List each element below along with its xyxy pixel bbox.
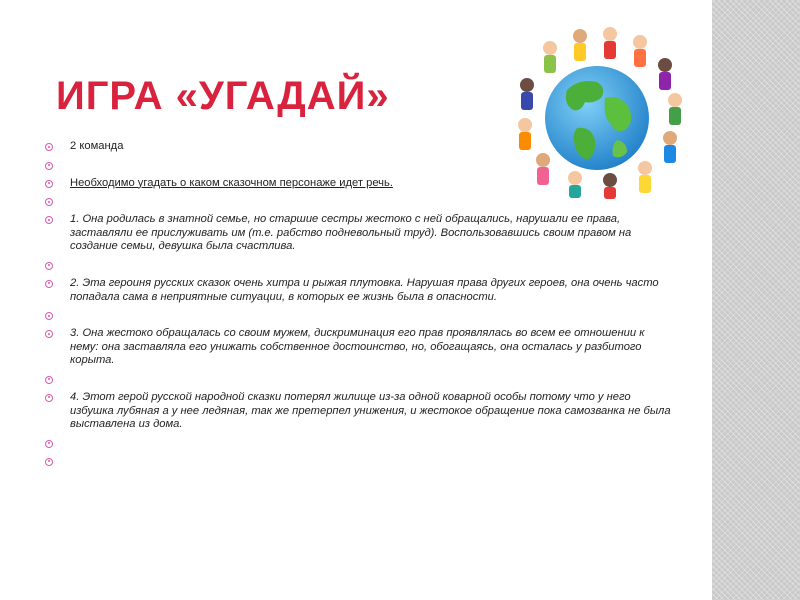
list-item [45, 373, 675, 391]
slide-title: ИГРА «УГАДАЙ» [56, 74, 390, 118]
bullet-icon [45, 198, 53, 206]
bullet-icon [45, 162, 53, 170]
bullet-icon [45, 143, 53, 151]
list-item-text: 3. Она жестоко обращалась со своим мужем, дискриминация его прав проявлялась во всем ее отношении к нему: она заставляла его унижать собственное достоинство, но, обогащаясь, она осталась у разбитого корыта. [70, 327, 645, 367]
bullet-icon [45, 312, 53, 320]
bullet-icon [45, 458, 53, 466]
list-item [45, 213, 675, 254]
decorative-stripe [712, 0, 800, 600]
list-item [45, 327, 675, 368]
list-item [45, 391, 675, 432]
bullet-icon [45, 330, 53, 338]
bullet-icon [45, 376, 53, 384]
bullet-icon [45, 280, 53, 288]
bullet-icon [45, 180, 53, 188]
list-item-text: 2. Эта героиня русских сказок очень хитра и рыжая плутовка. Нарушая права других героев, она очень часто попадала сама в неприятные ситуации, в которых ее жизнь была в опасности. [70, 276, 659, 303]
list-item [45, 159, 675, 177]
content-list [45, 140, 675, 473]
list-item [45, 277, 675, 304]
bullet-icon [45, 262, 53, 270]
list-item [45, 455, 675, 473]
list-item [45, 309, 675, 327]
list-item-text: 4. Этот герой русской народной сказки потерял жилище из-за одной коварной особы потому что у него избушка лубяная а у нее ледяная, так же претерпел унижения, и жестокое обращение пока самозванка не была выставлена из дома. [70, 390, 671, 431]
list-item [45, 195, 675, 213]
list-item-text: 1. Она родилась в знатной семье, но старшие сестры жестоко с ней обращались, нарушали ее права, заставляли ее прислуживать им (т.е. рабство подневольный труд). Воспользовавшись своим правом на создание семьи, девушка была счастлива. [70, 213, 632, 253]
list-item-text: 2 команда [70, 140, 124, 152]
bullet-icon [45, 440, 53, 448]
list-item [45, 259, 675, 277]
bullet-icon [45, 394, 53, 402]
list-item-text: Необходимо угадать о каком сказочном персонаже идет речь. [70, 176, 393, 189]
list-item [45, 437, 675, 455]
list-item [45, 140, 675, 154]
list-item [45, 177, 675, 191]
bullet-icon [45, 216, 53, 224]
